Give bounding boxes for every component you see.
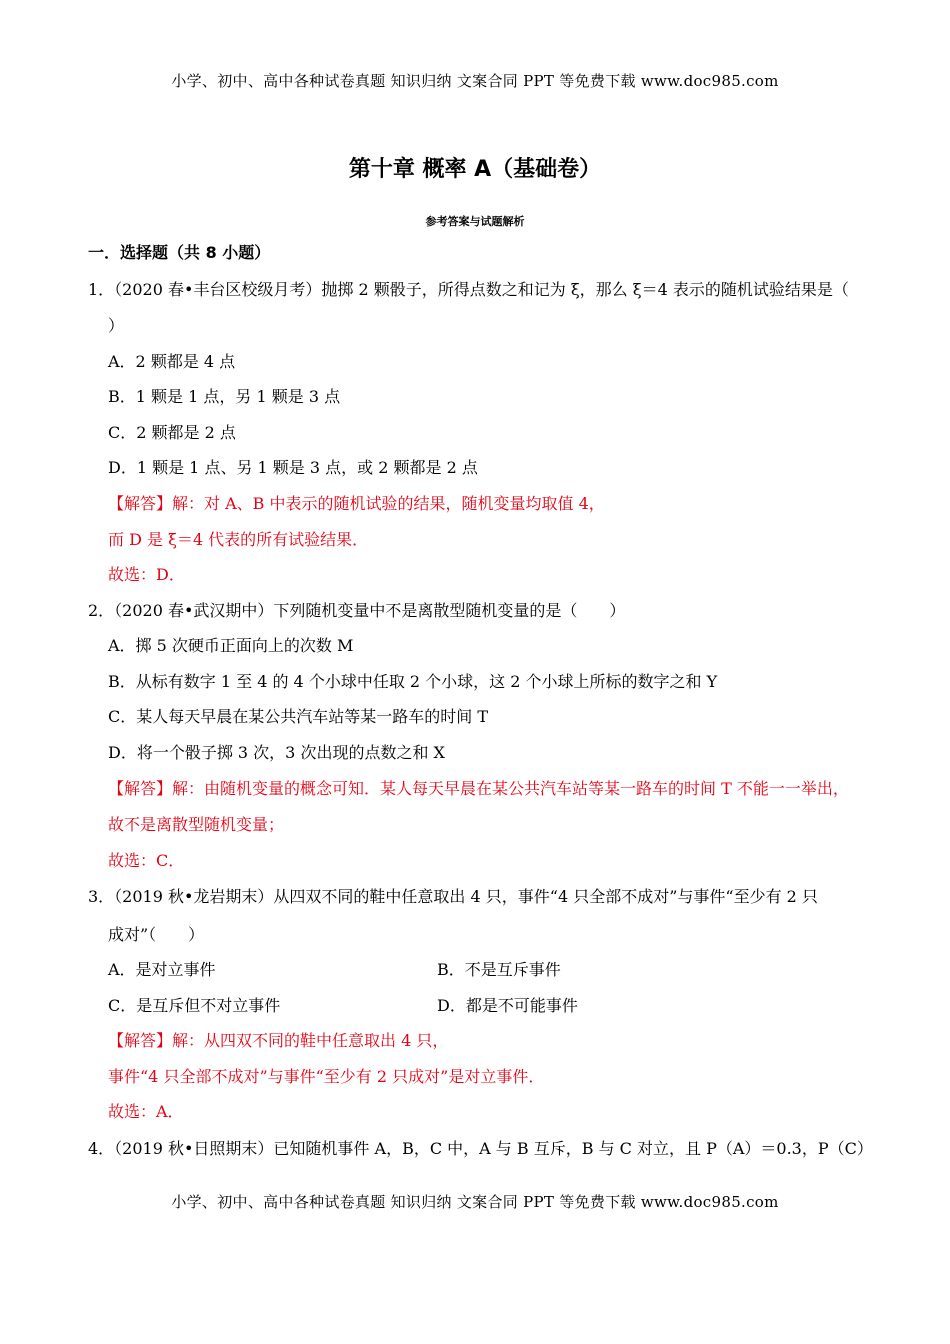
question-3-answer-cont: 事件“4 只全部不成对”与事件“至少有 2 只成对”是对立事件．: [108, 1067, 545, 1086]
question-1-stem-cont: ）: [108, 316, 125, 335]
question-1-option-c: C．2 颗都是 2 点: [108, 423, 236, 442]
question-2-option-a: A．掷 5 次硬币正面向上的次数 M: [108, 636, 354, 655]
question-2-option-b: B．从标有数字 1 至 4 的 4 个小球中任取 2 个小球，这 2 个小球上所标的数字之和 Y: [108, 672, 718, 691]
question-2-option-c: C．某人每天早晨在某公共汽车站等某一路车的时间 T: [108, 707, 489, 726]
question-3-option-c: C．是互斥但不对立事件: [108, 996, 281, 1015]
question-2-option-d: D．将一个骰子掷 3 次，3 次出现的点数之和 X: [108, 743, 445, 762]
question-2-choice: 故选：C．: [108, 851, 185, 870]
question-3-option-b: B．不是互斥事件: [437, 960, 561, 979]
question-1-answer: 【解答】解：对 A、B 中表示的随机试验的结果，随机变量均取值 4，: [108, 494, 605, 513]
question-2-answer: 【解答】解：由随机变量的概念可知．某人每天早晨在某公共汽车站等某一路车的时间 T 不能一一举出，: [108, 779, 849, 798]
question-3-stem: 3．（2019 秋•龙岩期末）从四双不同的鞋中任意取出 4 只，事件“4 只全部不成对”与事件“至少有 2 只: [88, 887, 818, 906]
page-title: 第十章 概率 A（基础卷）: [348, 157, 602, 182]
question-4-stem: 4．（2019 秋•日照期末）已知随机事件 A，B，C 中，A 与 B 互斥，B 与 C 对立，且 P（A）＝0.3，P（C）: [88, 1139, 873, 1158]
question-1-answer-cont: 而 D 是 ξ＝4 代表的所有试验结果．: [108, 530, 369, 549]
page-subtitle: 参考答案与试题解析: [425, 215, 525, 228]
question-1-stem: 1．（2020 春•丰台区校级月考）抛掷 2 颗骰子，所得点数之和记为 ξ，那么 ξ＝4 表示的随机试验结果是（: [88, 280, 849, 299]
question-1-option-d: D．1 颗是 1 点、另 1 颗是 3 点，或 2 颗都是 2 点: [108, 458, 478, 477]
question-1-option-b: B．1 颗是 1 点，另 1 颗是 3 点: [108, 387, 341, 406]
question-2-stem: 2．（2020 春•武汉期中）下列随机变量中不是离散型随机变量的是（ ）: [88, 601, 626, 620]
question-3-stem-cont: 成对”（ ）: [108, 925, 205, 944]
question-1-option-a: A．2 颗都是 4 点: [108, 352, 236, 371]
question-3-answer: 【解答】解：从四双不同的鞋中任意取出 4 只，: [108, 1031, 449, 1050]
question-2-answer-cont: 故不是离散型随机变量；: [108, 815, 285, 834]
question-3-choice: 故选：A．: [108, 1102, 184, 1121]
section-heading: 一．选择题（共 8 小题）: [88, 243, 271, 262]
question-3-option-d: D．都是不可能事件: [437, 996, 578, 1015]
question-3-option-a: A．是对立事件: [108, 960, 216, 979]
page-footer: 小学、初中、高中各种试卷真题 知识归纳 文案合同 PPT 等免费下载 www.doc985.com: [171, 1193, 779, 1211]
question-1-choice: 故选：D．: [108, 565, 185, 584]
page-header: 小学、初中、高中各种试卷真题 知识归纳 文案合同 PPT 等免费下载 www.doc985.com: [171, 72, 779, 90]
